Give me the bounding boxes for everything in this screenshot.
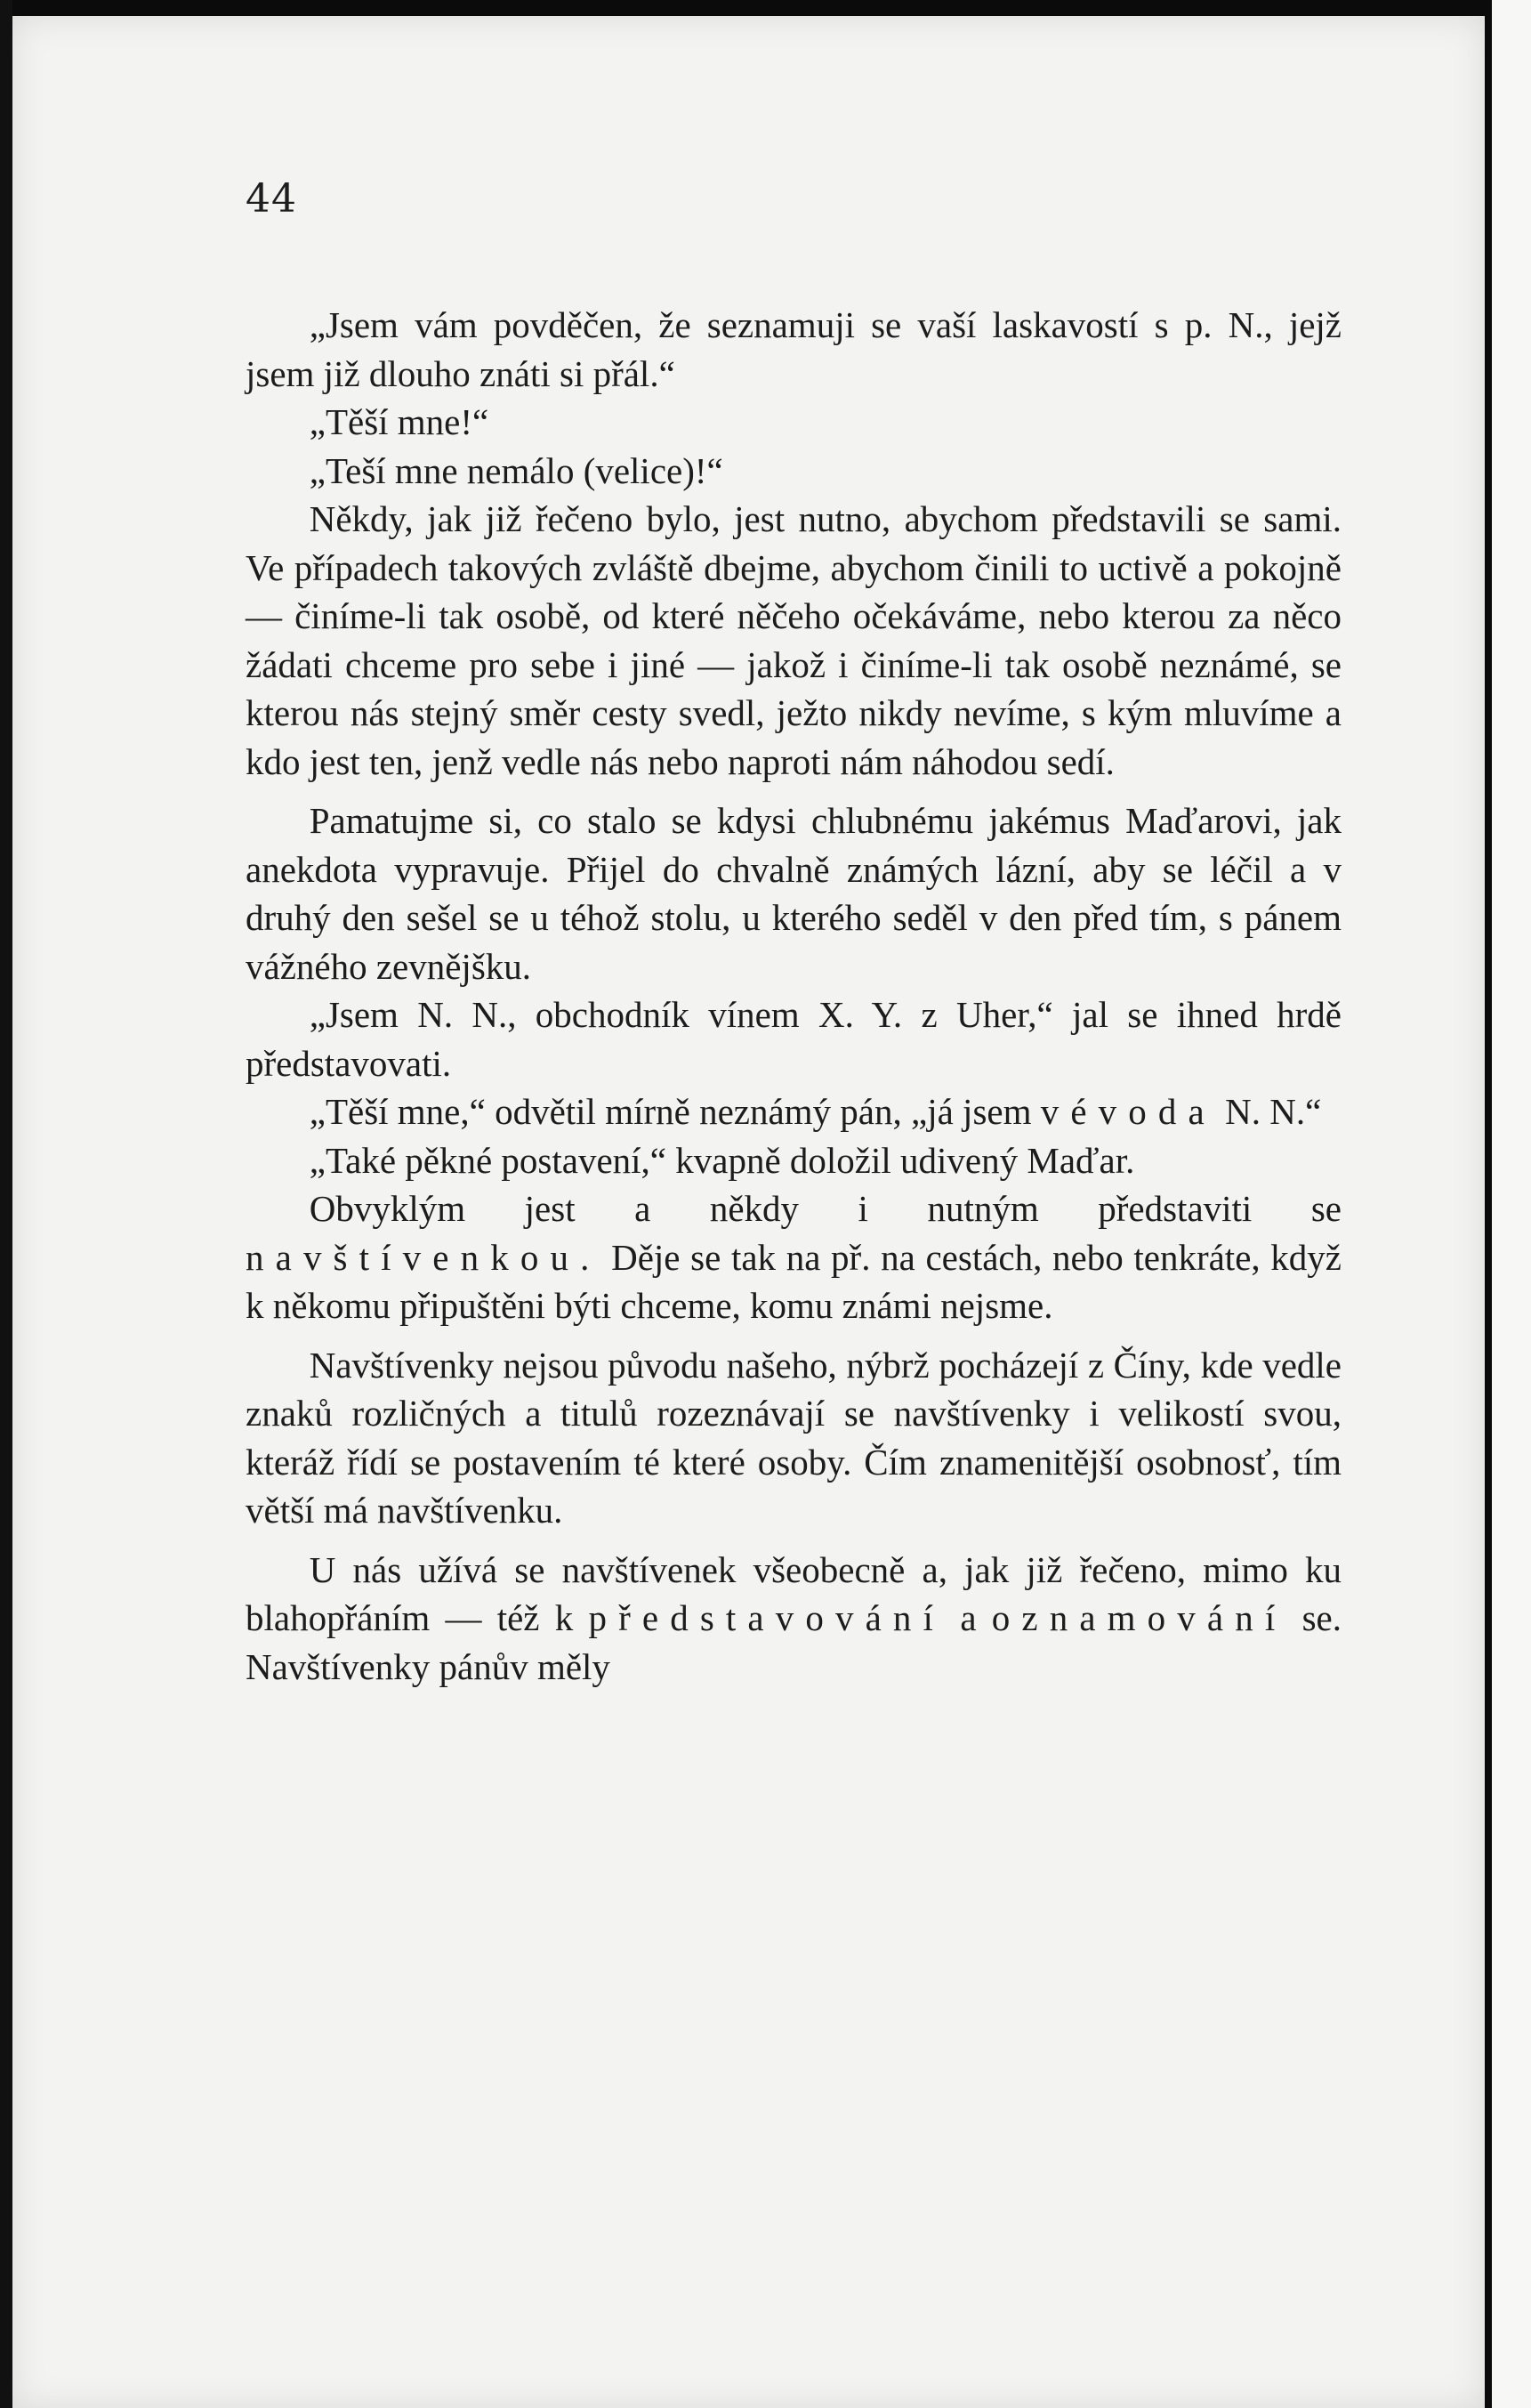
scan-border-left [0,0,12,2408]
paragraph-5: Pamatujme si, co stalo se kdysi chlubnému jakémus Maďarovi, jak anekdota vypravuje. Přijel do chvalně známých lázní, aby se léčil a v druhý den sešel se u téhož stolu, u kterého seděl v den před tím, s pánem vážného zevnějšku. [246,800,1342,987]
spaced-word-vevoda: vévoda [1040,1091,1216,1132]
paragraph-8: „Také pěkné postavení,“ kvapně doložil udivený Maďar. [309,1139,1135,1181]
spaced-word-navstivenkou: navštívenkou. [246,1236,601,1278]
scan-border-right [1485,0,1492,2408]
spaced-word-predstavovani: představování [588,1597,946,1638]
paragraph-7-end: N. N.“ [1215,1091,1322,1132]
body-text [246,301,1342,1691]
spaced-word-oznamovani: oznamování [991,1597,1287,1638]
page-number: 44 [246,176,297,222]
paragraph-7-text: „Těší mne,“ odvětil mírně neznámý pán, „já jsem [309,1091,1041,1132]
paragraph-4: Někdy, jak již řečeno bylo, jest nutno, abychom představili se sami. Ve případech takových zvláště dbejme, abychom činili to uctivě a pokojně — činíme-li tak osobě, od které něčeho očekáváme, nebo kterou za něco žádati chceme pro sebe i jiné — jakož i činíme-li tak osobě neznámé, se kterou nás stejný směr cesty svedl, ježto nikdy nevíme, s kým mluvíme a kdo jest ten, jenž vedle nás nebo naproti nám náhodou sedí. [246,498,1342,782]
paragraph-11 [246,1546,1342,1692]
paragraph-6: „Jsem N. N., obchodník vínem X. Y. z Uher,“ jal se ihned hrdě představovati. [246,994,1342,1084]
paragraph-9-end: Děje se tak na př. na cestách, nebo tenkráte, když k někomu připuštěni býti chceme, komu známi nejsme. [246,1236,1342,1326]
paragraph-11-end: se. Navštívenky pánův měly [246,1597,1342,1687]
paragraph-11-text: U nás užívá se navštívenek všeobecně a, jak již řečeno, mimo ku blahopřáním — též k [246,1548,1342,1638]
paragraph-10: Navštívenky nejsou původu našeho, nýbrž pocházejí z Číny, kde vedle znaků rozličných a titulů rozeznávají se navštívenky i velikostí svou, kteráž řídí se postavením té které osoby. Čím znamenitější osobnosť, tím větší má navštívenku. [246,1344,1342,1531]
paragraph-2: „Těší mne!“ [309,401,489,442]
paragraph-11-mid: a [945,1597,992,1638]
paragraph-7 [246,1087,1342,1136]
paragraph-3: „Teší mne nemálo (velice)!“ [309,449,723,491]
paragraph-9 [246,1184,1342,1330]
paragraph-1: „Jsem vám povděčen, že seznamuji se vaší laskavostí s p. N., jejž jsem již dlouho znáti si přál.“ [246,304,1342,394]
paragraph-9-text: Obvyklým jest a někdy i nutným představiti se [309,1188,1342,1229]
